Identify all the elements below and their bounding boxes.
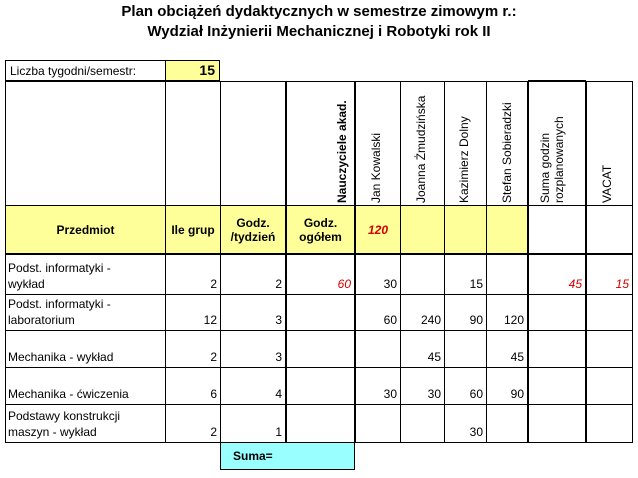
grid-line [5,330,633,331]
cell-tydzien[interactable]: 2 [275,277,282,291]
grid-line [5,81,6,443]
grid-line [5,253,633,255]
cell-t1[interactable]: 30 [383,387,397,401]
cell-vacat[interactable] [587,425,632,440]
header-ile-grup: Ile grup [171,222,215,237]
weeks-label [5,60,166,81]
suma-box: Suma= [220,442,355,470]
cell-grupy[interactable]: 2 [210,425,217,439]
cell-suma[interactable] [529,387,585,402]
cell-t3[interactable]: 60 [469,387,483,401]
cell-t3[interactable] [445,350,486,365]
grid-line [5,294,633,295]
header-suma-godzin: Suma godzin rozplanowanych [538,116,566,203]
cell-tydzien[interactable]: 3 [275,350,282,364]
subject-line-1[interactable]: Podstawy konstrukcji [8,409,121,423]
cell-tydzien[interactable]: 1 [275,425,282,439]
grid-line [5,404,633,405]
cell-t3[interactable]: 30 [469,425,483,439]
cell-suma[interactable] [529,425,585,440]
document-subtitle: Wydział Inżynierii Mechanicznej i Robotyki rok II [147,23,491,40]
cell-t2[interactable] [401,425,444,440]
cell-grupy[interactable]: 2 [210,277,217,291]
cell-t4[interactable] [487,425,527,440]
cell-vacat[interactable] [587,387,632,402]
subject-line-1[interactable]: Podst. informatyki - [8,261,111,275]
cell-grupy[interactable]: 2 [210,350,217,364]
cell-t1[interactable] [356,425,400,440]
subject-line-2[interactable]: laboratorium [8,313,75,327]
subject-line-2[interactable]: maszyn - wykład [8,425,97,439]
cell-vacat[interactable] [587,350,632,365]
cell-t4[interactable] [487,277,527,292]
cell-t4[interactable]: 120 [503,313,524,327]
cell-suma[interactable] [529,313,585,328]
cell-grupy[interactable]: 12 [203,313,217,327]
subject-line-1[interactable]: Podst. informatyki - [8,297,111,311]
subject-line-2[interactable]: Mechanika - wykład [8,350,114,364]
cell-ogolem[interactable] [287,350,354,365]
grid-line [528,80,586,82]
header-vacat: VACAT [600,164,614,203]
subject-line-2[interactable]: Mechanika - ćwiczenia [8,387,129,401]
cell-ogolem[interactable] [287,425,354,440]
cell-ogolem[interactable]: 60 [337,277,351,291]
document-title: Plan obciążeń dydaktycznych w semestrze zimowym r.: [121,3,517,20]
cell-t4[interactable]: 90 [510,387,524,401]
header-teacher-3: Kazimierz Dolny [457,116,471,203]
cell-vacat[interactable] [587,313,632,328]
cell-suma[interactable]: 45 [568,277,582,291]
grid-line [5,367,633,368]
header-kowalski-total[interactable]: 120 [367,222,389,237]
cell-t3[interactable]: 15 [469,277,483,291]
cell-t1[interactable]: 30 [383,277,397,291]
cell-t3[interactable]: 90 [469,313,483,327]
cell-t1[interactable]: 60 [383,313,397,327]
weeks-value[interactable]: 15 [166,60,220,81]
cell-ogolem[interactable] [287,313,354,328]
cell-tydzien[interactable]: 4 [275,387,282,401]
cell-t2[interactable]: 240 [420,313,441,327]
weeks-label-text: Liczba tygodni/semestr: [10,63,137,78]
cell-ogolem[interactable] [287,387,354,402]
header-teacher-2: Joanna Żmudzińska [414,95,428,203]
header-teacher-1: Jan Kowalski [369,132,383,203]
cell-t1[interactable] [356,350,400,365]
cell-grupy[interactable]: 6 [210,387,217,401]
cell-t2[interactable]: 45 [427,350,441,364]
cell-t2[interactable] [401,277,444,292]
subject-line-2[interactable]: wykład [8,277,45,291]
header-teacher-4: Stefan Sobieradzki [500,102,514,203]
header-godz-tydzien: Godz. /tydzień [230,215,276,244]
cell-tydzien[interactable]: 3 [275,313,282,327]
cell-suma[interactable] [529,350,585,365]
cell-t4[interactable]: 45 [510,350,524,364]
header-godz-ogolem: Godz. ogółem [299,215,342,244]
cell-vacat[interactable]: 15 [615,277,629,291]
grid-line [632,81,633,443]
grid-line [5,442,633,443]
header-przedmiot: Przedmiot [56,222,115,237]
cell-t2[interactable]: 30 [427,387,441,401]
header-nauczyciele: Nauczyciele akad. [335,100,349,203]
